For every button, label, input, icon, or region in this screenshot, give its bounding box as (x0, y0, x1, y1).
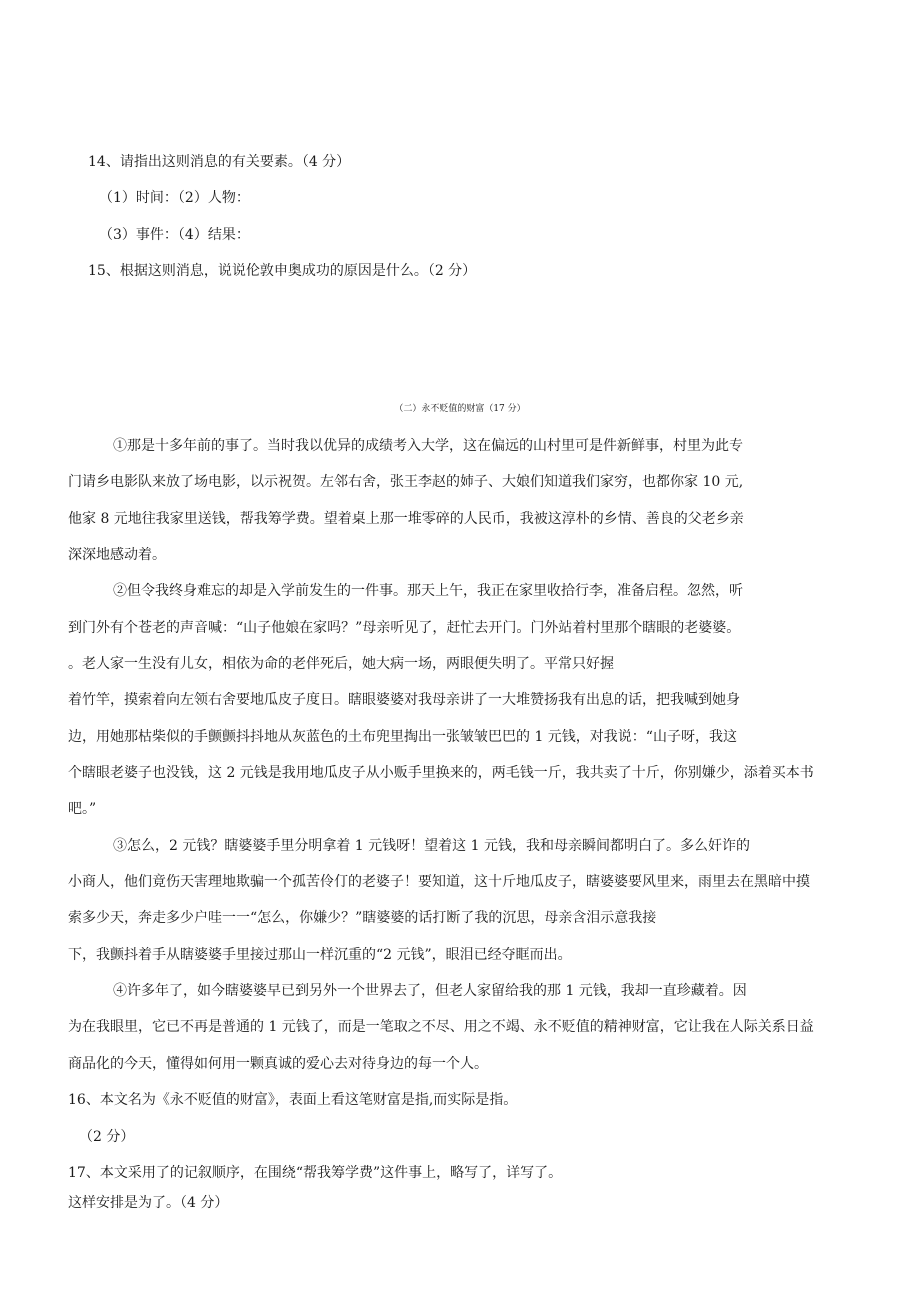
question-14-answer-line-2: （3）事件：（4）结果： (99, 227, 250, 243)
passage-line: 边，用她那枯柴似的手颤颤抖抖地从灰蓝色的土布兜里掏出一张皱皱巴巴的 1 元钱，对我说：“山子呀，我这 (68, 729, 737, 745)
passage-line: ①那是十多年前的事了。当时我以优异的成绩考入大学，这在偏远的山村里可是件新鲜事，村里为此专 (113, 438, 743, 454)
passage-line: 个瞎眼老婆子也没钱，这 2 元钱是我用地瓜皮子从小贩手里换来的，两毛钱一斤，我共卖了十斤，你别嫌少，添着买本书 (68, 765, 814, 781)
passage-line: 。老人家一生没有儿女，相依为命的老伴死后，她大病一场，两眼便失明了。平常只好握 (68, 656, 614, 672)
question-16-score: （2 分） (79, 1129, 135, 1145)
passage-line: 深深地感动着。 (68, 547, 166, 563)
passage-line: 到门外有个苍老的声音喊：“山子他娘在家吗？”母亲听见了，赶忙去开门。门外站着村里那个瞎眼的老婆婆。 (68, 620, 741, 636)
passage-line: 为在我眼里，它已不再是普通的 1 元钱了，而是一笔取之不尽、用之不竭、永不贬值的精神财富，它让我在人际关系日益 (68, 1019, 814, 1035)
passage-line: 下，我颤抖着手从瞎婆婆手里接过那山一样沉重的“2 元钱”，眼泪已经夺眶而出。 (68, 947, 572, 963)
passage-title: （二）永不贬值的财富（17 分） (394, 404, 526, 414)
question-14-answer-line-1: （1）时间：（2）人物： (99, 190, 250, 206)
passage-line: ③怎么，2 元钱？瞎婆婆手里分明拿着 1 元钱呀！望着这 1 元钱，我和母亲瞬间都明白了。多么奸诈的 (113, 838, 750, 854)
passage-line: 索多少天，奔走多少户哇一一“怎么，你嫌少？”瞎婆婆的话打断了我的沉思，母亲含泪示意我接 (68, 910, 657, 926)
passage-line: ②但令我终身难忘的却是入学前发生的一件事。那天上午，我正在家里收拾行李，准备启程。忽然，听 (113, 583, 743, 599)
passage-line: 着竹竿，摸索着向左领右舍要地瓜皮子度日。瞎眼婆婆对我母亲讲了一大堆赞扬我有出息的话，把我喊到她身 (68, 692, 740, 708)
question-17: 17、本文采用了的记叙顺序，在围绕“帮我筹学费”这件事上，略写了，详写了。 (68, 1165, 563, 1181)
question-14: 14、请指出这则消息的有关要素。（4 分） (88, 154, 351, 170)
passage-line: 门请乡电影队来放了场电影，以示祝贺。左邻右舍，张王李赵的姉子、大娘们知道我们家穷，也都你家 10 元, (68, 474, 744, 490)
passage-line: 吧。” (68, 801, 97, 817)
question-17-continued: 这样安排是为了。（4 分） (68, 1195, 229, 1211)
passage-line: 他家 8 元地往我家里送钱，帮我筹学费。望着桌上那一堆零碎的人民币，我被这淳朴的乡情、善良的父老乡亲 (68, 511, 744, 527)
passage-line: 商品化的今天，懂得如何用一颗真诚的爱心去对待身边的每一个人。 (68, 1056, 488, 1072)
question-16: 16、本文名为《永不贬值的财富》，表面上看这笔财富是指,而实际是指。 (68, 1092, 518, 1108)
question-15: 15、根据这则消息，说说伦敦申奥成功的原因是什么。（2 分） (88, 263, 477, 279)
passage-line: 小商人，他们竟伤天害理地欺骗一个孤苦伶仃的老婆子！要知道，这十斤地瓜皮子，瞎婆婆要风里来，雨里去在黑暗中摸 (68, 874, 810, 890)
passage-line: ④许多年了，如今瞎婆婆早已到另外一个世界去了，但老人家留给我的那 1 元钱，我却一直珍藏着。因 (113, 983, 747, 999)
